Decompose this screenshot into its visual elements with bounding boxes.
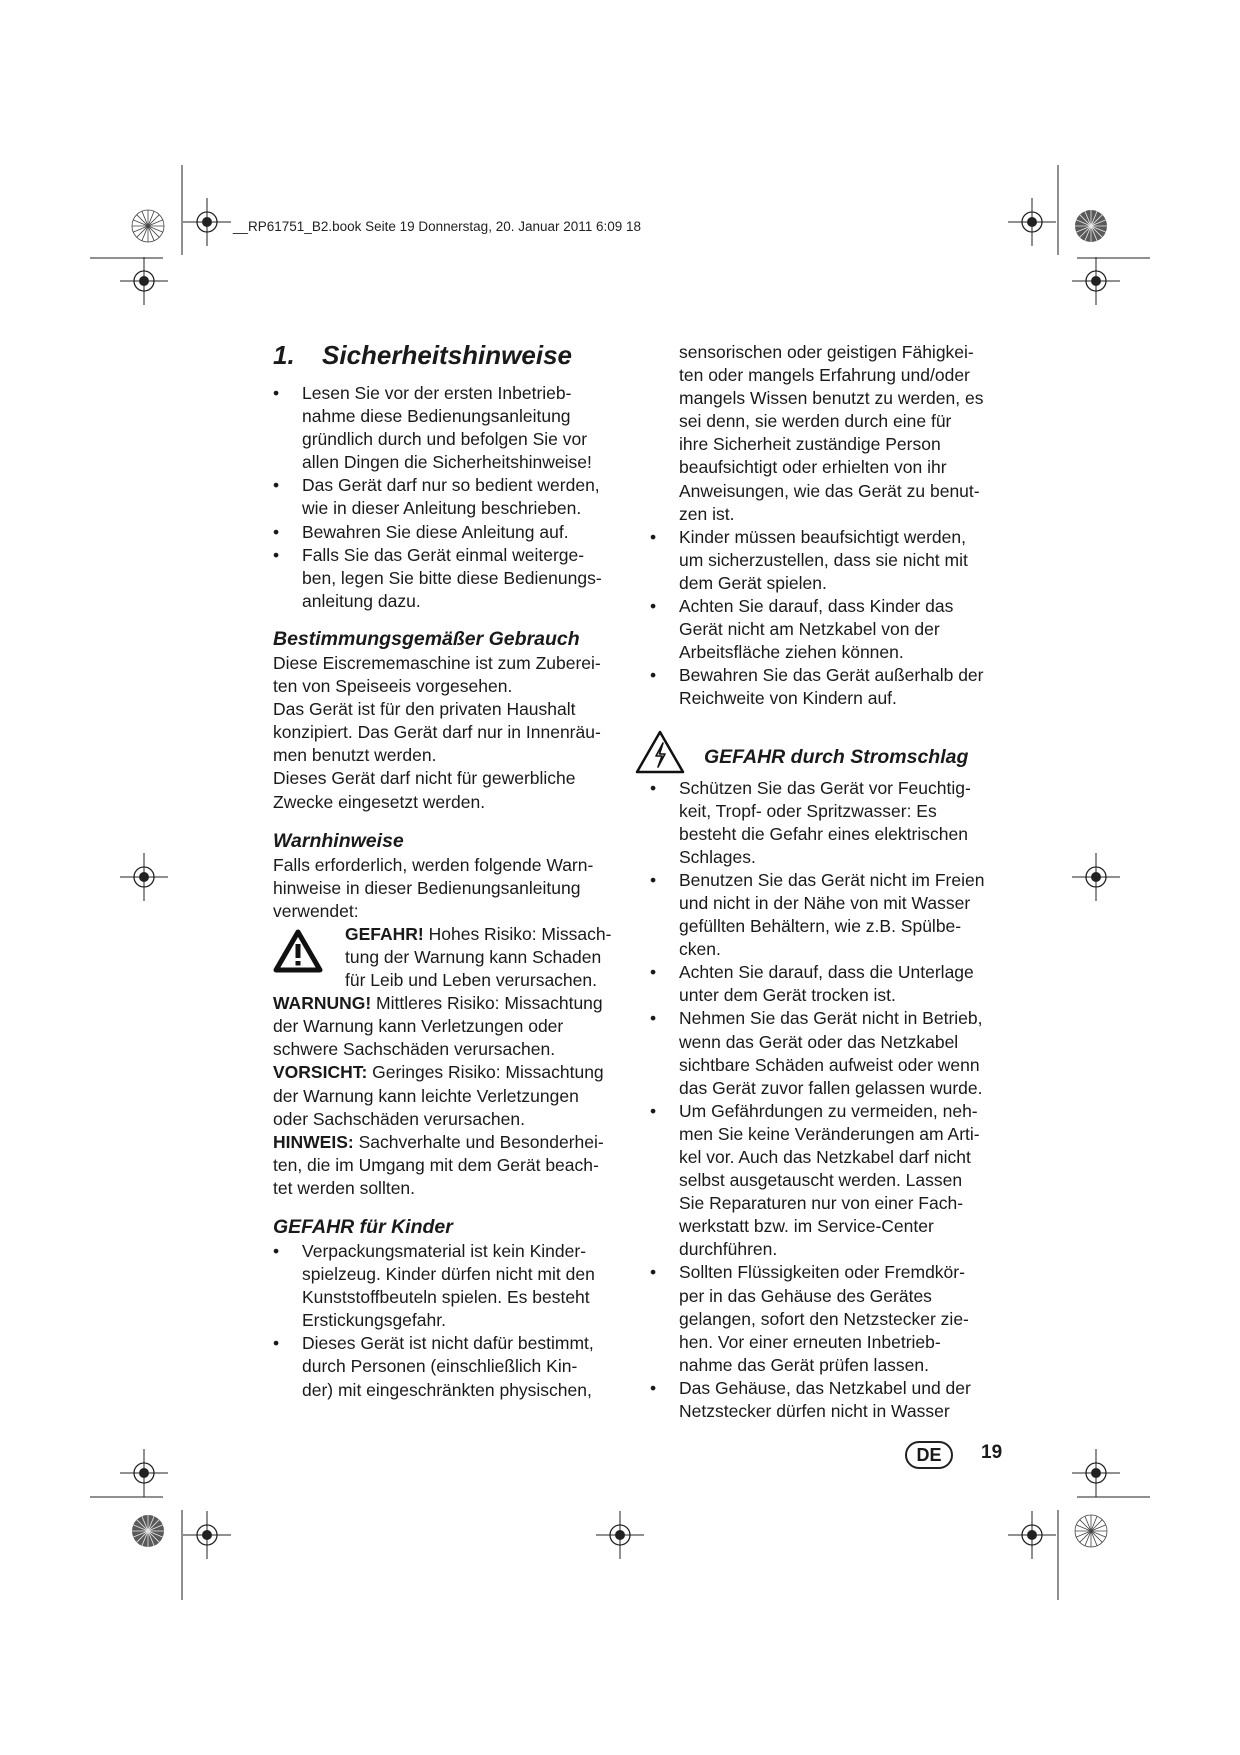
text-line: Gerät nicht am Netzkabel von der	[679, 619, 940, 640]
text-line: Kunststoffbeuteln spielen. Es besteht	[302, 1287, 590, 1308]
text-line: men Sie keine Veränderungen am Arti-	[679, 1123, 980, 1144]
text-line: hinweise in dieser Bedienungsanleitung	[273, 877, 581, 898]
text-line: ihre Sicherheit zuständige Person	[679, 434, 941, 455]
text-line: sensorischen oder geistigen Fähigkei-	[679, 342, 974, 362]
text-line: der Warnung kann leichte Verletzungen	[273, 1085, 579, 1106]
text-line: • Bewahren Sie das Gerät außerhalb der	[679, 665, 984, 686]
list-item	[273, 1240, 633, 1332]
stromschlag-heading: GEFAHR durch Stromschlag	[704, 745, 969, 768]
text-line: der) mit eingeschränkten physischen,	[302, 1379, 592, 1400]
text-line: • Dieses Gerät ist nicht dafür bestimmt,	[302, 1333, 594, 1354]
text-line: men benutzt werden.	[273, 745, 437, 766]
text-line: verwendet:	[273, 900, 359, 921]
gefahr-definition	[273, 923, 633, 992]
list-item	[650, 664, 1006, 710]
text-line: • Um Gefährdungen zu vermeiden, neh-	[679, 1100, 978, 1121]
text-line: sichtbare Schäden aufweist oder wenn	[679, 1054, 980, 1075]
list-item	[650, 777, 1006, 869]
list-item	[273, 474, 633, 520]
warnung-definition	[273, 992, 633, 1061]
text-line: Sachverhalte und Besonderhei-	[353, 1131, 604, 1152]
text-line: hen. Vor einer erneuten Inbetrieb-	[679, 1331, 941, 1352]
section-number: 1.	[273, 340, 295, 370]
continued-paragraph	[650, 341, 1006, 526]
text-line: spielzeug. Kinder dürfen nicht mit den	[302, 1264, 595, 1285]
section-title: Sicherheitshinweise	[322, 340, 572, 370]
list-item	[650, 1007, 1006, 1099]
text-line: • Achten Sie darauf, dass die Unterlage	[679, 962, 974, 983]
text-line: Hohes Risiko: Missach-	[423, 923, 612, 944]
electric-hazard-icon	[634, 729, 686, 775]
text-line: werkstatt bzw. im Service-Center	[679, 1216, 934, 1237]
text-line: gelangen, sofort den Netzstecker zie-	[679, 1308, 969, 1329]
text-line: ten oder mangels Erfahrung und/oder	[679, 365, 970, 386]
stromschlag-heading-block	[650, 729, 1006, 775]
list-item	[273, 544, 633, 613]
bestimmung-paragraph	[273, 652, 633, 814]
text-line: ten, die im Umgang mit dem Gerät beach-	[273, 1154, 599, 1175]
right-column	[650, 341, 1006, 1423]
text-line: sei denn, sie werden durch eine für	[679, 411, 952, 432]
text-line: anleitung dazu.	[302, 590, 421, 611]
list-item	[650, 526, 1006, 595]
text-line: keit, Tropf- oder Spritzwasser: Es	[679, 800, 937, 821]
bestimmung-heading: Bestimmungsgemäßer Gebrauch	[273, 627, 580, 650]
text-line: besteht die Gefahr eines elektrischen	[679, 823, 968, 844]
text-line: ben, legen Sie bitte diese Bedienungs-	[302, 567, 602, 588]
text-line: Reichweite von Kindern auf.	[679, 688, 897, 709]
text-line: Sie Reparaturen nur von einer Fach-	[679, 1193, 964, 1214]
text-line: selbst ausgetauscht werden. Lassen	[679, 1170, 963, 1191]
text-line: dem Gerät spielen.	[679, 572, 827, 593]
text-line: • Kinder müssen beaufsichtigt werden,	[679, 526, 966, 547]
text-line: Netzstecker dürfen nicht in Wasser	[679, 1401, 950, 1422]
text-line: • Verpackungsmaterial ist kein Kinder-	[302, 1241, 587, 1261]
text-line: Diese Eiscrememaschine ist zum Zuberei-	[273, 652, 601, 673]
intro-bullet-list	[273, 382, 633, 613]
text-line: um sicherzustellen, dass sie nicht mit	[679, 549, 968, 570]
hinweis-label: HINWEIS:	[273, 1131, 354, 1152]
list-item	[650, 595, 1006, 664]
text-line: ten von Speiseeis vorgesehen.	[273, 676, 513, 697]
text-line: Falls erforderlich, werden folgende Warn-	[273, 854, 594, 875]
text-line: Anweisungen, wie das Gerät zu benut-	[679, 480, 980, 501]
text-line: • Achten Sie darauf, dass Kinder das	[679, 596, 954, 617]
language-badge: DE	[905, 1441, 953, 1469]
text-line: kel vor. Auch das Netzkabel darf nicht	[679, 1147, 971, 1167]
print-slug-line: __RP61751_B2.book Seite 19 Donnerstag, 20. Januar 2011 6:09 18	[233, 219, 642, 234]
text-line: Geringes Risiko: Missachtung	[367, 1062, 604, 1083]
left-column	[273, 338, 633, 1402]
text-line: für Leib und Leben verursachen.	[345, 970, 597, 991]
text-line: gründlich durch und befolgen Sie vor	[302, 429, 588, 450]
list-item	[650, 1261, 1006, 1376]
text-line: durch Personen (einschließlich Kin-	[302, 1356, 578, 1377]
text-line: allen Dingen die Sicherheitshinweise!	[302, 452, 592, 473]
text-line: und nicht in der Nähe von mit Wasser	[679, 892, 971, 913]
vorsicht-definition	[273, 1061, 633, 1130]
text-line: • Lesen Sie vor der ersten Inbetrieb-	[302, 383, 572, 403]
text-line: der Warnung kann Verletzungen oder	[273, 1016, 564, 1037]
list-item	[650, 961, 1006, 1007]
text-line: Dieses Gerät darf nicht für gewerbliche	[273, 768, 576, 789]
text-line: Arbeitsfläche ziehen können.	[679, 642, 904, 663]
text-line: durchführen.	[679, 1239, 778, 1260]
kinder-bullet-list-continued	[650, 526, 1006, 711]
hinweis-definition	[273, 1131, 633, 1200]
text-line: Mittleres Risiko: Missachtung	[371, 993, 603, 1014]
section-heading	[273, 338, 633, 372]
text-line: Das Gerät ist für den privaten Haushalt	[273, 699, 576, 720]
text-line: • Benutzen Sie das Gerät nicht im Freien	[679, 869, 985, 890]
text-line: mangels Wissen benutzt zu werden, es	[679, 388, 984, 409]
text-line: gefüllten Behältern, wie z.B. Spülbe-	[679, 916, 962, 937]
text-line: konzipiert. Das Gerät darf nur in Innenräu-	[273, 722, 601, 743]
list-item	[650, 869, 1006, 961]
list-item	[273, 382, 633, 474]
text-line: Zwecke eingesetzt werden.	[273, 791, 486, 812]
text-line: Erstickungsgefahr.	[302, 1310, 446, 1331]
text-line: nahme das Gerät prüfen lassen.	[679, 1354, 930, 1375]
text-line: tung der Warnung kann Schaden	[345, 946, 602, 967]
text-line: • Schützen Sie das Gerät vor Feuchtig-	[679, 777, 971, 798]
text-line: • Das Gehäuse, das Netzkabel und der	[679, 1377, 971, 1398]
warning-triangle-icon	[273, 929, 323, 973]
text-line: nahme diese Bedienungsanleitung	[302, 406, 571, 427]
text-line: • Sollten Flüssigkeiten oder Fremdkör-	[679, 1262, 965, 1283]
text-line: • Bewahren Sie diese Anleitung auf.	[302, 521, 569, 542]
warnhinweise-heading: Warnhinweise	[273, 829, 404, 852]
stromschlag-bullet-list	[650, 777, 1006, 1424]
text-line: unter dem Gerät trocken ist.	[679, 985, 896, 1006]
page-number: 19	[981, 1442, 1003, 1463]
kinder-bullet-list	[273, 1240, 633, 1402]
text-line: • Falls Sie das Gerät einmal weiterge-	[302, 544, 585, 565]
vorsicht-label: VORSICHT:	[273, 1062, 368, 1083]
text-line: schwere Sachschäden verursachen.	[273, 1039, 556, 1060]
gefahr-label: GEFAHR!	[345, 923, 424, 944]
text-line: • Das Gerät darf nur so bedient werden,	[302, 475, 600, 496]
text-line: beaufsichtigt oder erhielten von ihr	[679, 457, 947, 478]
text-line: wie in dieser Anleitung beschrieben.	[302, 498, 582, 519]
text-line: zen ist.	[679, 503, 735, 524]
warnhinweise-intro	[273, 854, 633, 923]
list-item	[650, 1377, 1006, 1423]
list-item	[273, 521, 633, 544]
text-line: tet werden sollten.	[273, 1177, 416, 1198]
text-line: Schlages.	[679, 846, 756, 867]
list-item	[273, 1332, 633, 1401]
warnung-label: WARNUNG!	[273, 993, 372, 1014]
text-line: oder Sachschäden verursachen.	[273, 1108, 525, 1129]
text-line: cken.	[679, 939, 721, 960]
text-line: wenn das Gerät oder das Netzkabel	[679, 1031, 959, 1052]
kinder-heading: GEFAHR für Kinder	[273, 1216, 453, 1238]
text-line: • Nehmen Sie das Gerät nicht in Betrieb,	[679, 1008, 983, 1029]
text-line: per in das Gehäuse des Gerätes	[679, 1285, 932, 1306]
text-line: das Gerät zuvor fallen gelassen wurde.	[679, 1077, 983, 1098]
list-item	[650, 1100, 1006, 1262]
